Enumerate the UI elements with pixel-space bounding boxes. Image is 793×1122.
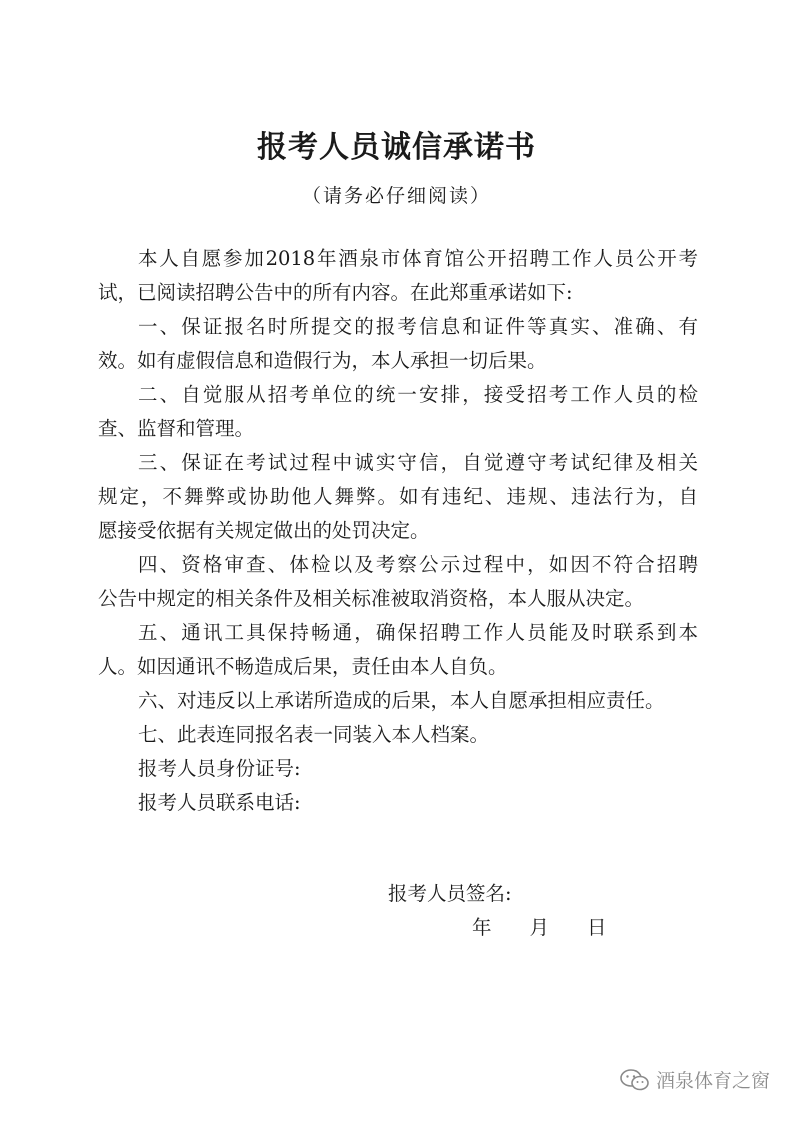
body-line: 二、自觉服从招考单位的统一安排，接受招考工作人员的检 [138, 383, 698, 406]
document-subtitle: （请务必仔细阅读） [301, 185, 491, 207]
body-line: 人。如因通讯不畅造成后果，责任由本人自负。 [98, 655, 508, 678]
date-year-label: 年 [472, 916, 492, 939]
body-line: 本人自愿参加2018年酒泉市体育馆公开招聘工作人员公开考 [138, 247, 698, 270]
body-line: 四、资格审查、体检以及考察公示过程中，如因不符合招聘 [138, 553, 698, 576]
document-title: 报考人员诚信承诺书 [257, 130, 536, 165]
body-line: 报考人员联系电话: [138, 791, 301, 814]
watermark [620, 1066, 770, 1093]
body-line: 效。如有虚假信息和造假行为，本人承担一切后果。 [98, 349, 547, 372]
commitment-body [98, 242, 698, 820]
body-line: 愿接受依据有关规定做出的处罚决定。 [98, 519, 430, 542]
signature-label: 报考人员签名: [388, 882, 512, 905]
wechat-icon [620, 1069, 650, 1091]
body-line: 一、保证报名时所提交的报考信息和证件等真实、准确、有 [138, 315, 698, 338]
date-month-label: 月 [529, 916, 550, 939]
date-day-label: 日 [587, 916, 607, 939]
body-line: 查、监督和管理。 [98, 417, 255, 440]
body-line: 七、此表连同报名表一同装入本人档案。 [138, 723, 490, 746]
body-line: 试，已阅读招聘公告中的所有内容。在此郑重承诺如下: [98, 281, 573, 304]
watermark-text: 酒泉体育之窗 [656, 1070, 771, 1092]
body-line: 三、保证在考试过程中诚实守信，自觉遵守考试纪律及相关 [138, 451, 698, 474]
body-line: 五、通讯工具保持畅通，确保招聘工作人员能及时联系到本 [138, 621, 698, 644]
date-line [472, 912, 607, 940]
body-line: 六、对违反以上承诺所造成的后果，本人自愿承担相应责任。 [138, 689, 665, 712]
body-line: 公告中规定的相关条件及相关标准被取消资格，本人服从决定。 [98, 587, 645, 610]
body-line: 报考人员身份证号: [138, 757, 301, 780]
body-line: 规定，不舞弊或协助他人舞弊。如有违纪、违规、违法行为，自 [98, 485, 698, 508]
